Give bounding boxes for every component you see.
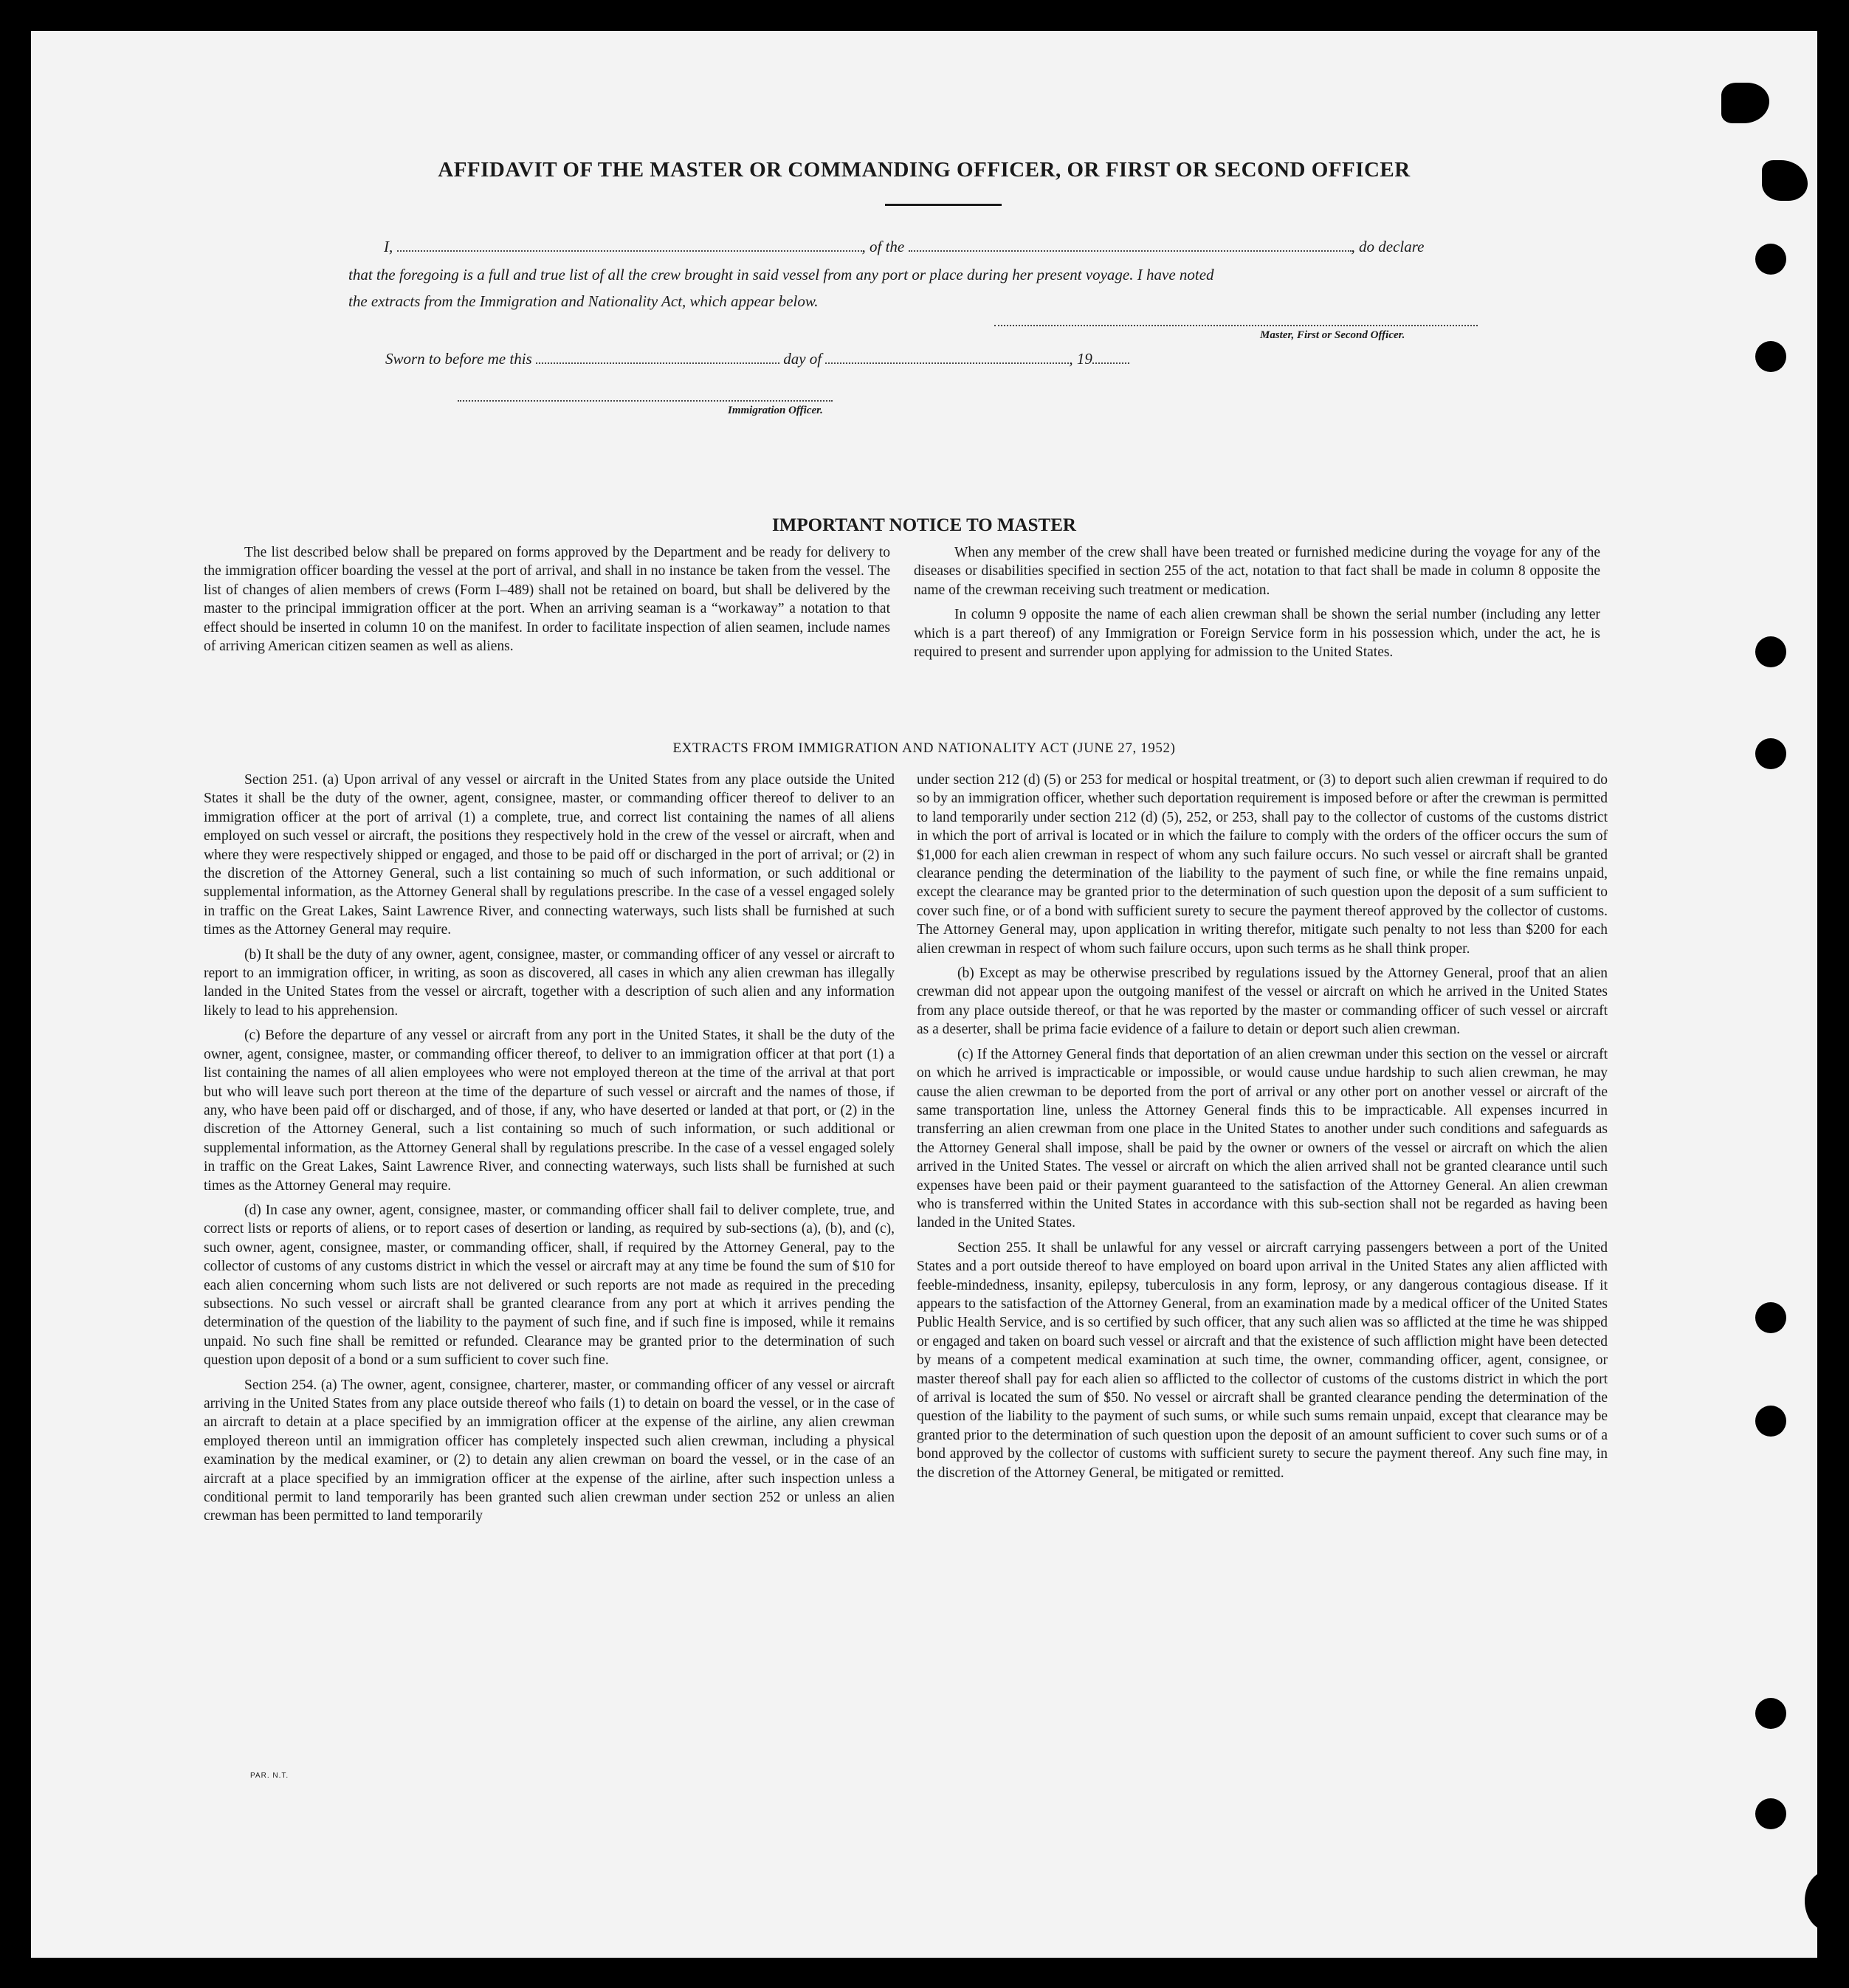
printer-code: PAR. N.T. [250,1772,289,1780]
extracts-right-column [917,771,1608,1488]
vessel-name-field[interactable] [909,250,1352,252]
sworn-day-field[interactable] [536,362,779,364]
notice-heading: IMPORTANT NOTICE TO MASTER [772,515,1076,535]
sworn-month-field[interactable] [825,362,1069,364]
punch-hole [1755,1698,1786,1729]
extract-paragraph: (d) In case any owner, agent, consignee, master, or commanding officer shall fail to deliver complete, true, and correct lists or reports of aliens, or to report cases of desertion or landing, as required by sub-sections (a), (b), and (c), such owner, agent, consignee, master, or commanding officer, shall, if required by the Attorney General, pay to the collector of customs of any customs district in which the vessel or aircraft may at any time be found the sum of $10 for each alien concerning whom such lists are not delivered or such reports are not made as required in the preceding subsections. No such vessel or aircraft shall be granted clearance from any port at which it arrives pending the determination of the question of the liability to the payment of such fine, and if such fine is imposed, while it remains unpaid. No such fine shall be remitted or refunded. Clearance may be granted prior to the determination of such question upon deposit of a bond or a sum sufficient to cover such fine. [204,1202,895,1369]
declarant-line [384,238,1424,256]
extract-paragraph: (b) Except as may be otherwise prescribed by regulations issued by the Attorney General, proof that an alien crewman did not appear upon the outgoing manifest of the vessel or aircraft on which he arrived in the United States from any place outside thereof, or that he was reported by the master or commanding officer of such vessel or aircraft as a deserter, shall be prima facie evidence of a failure to detain or deport such alien crewman. [917,966,1608,1038]
master-signature-line[interactable] [994,325,1478,326]
notice-paragraph: When any member of the crew shall have been treated or furnished medicine during the voyage for any of the diseases or disabilities specified in section 255 of the act, notation to that fact shall be made in column 8 opposite the name of the crewman receiving such treatment or medication. [914,545,1600,598]
declaration-line-2: that the foregoing is a full and true list of all the crew brought in said vessel from any port or place during her present voyage. I have noted [348,266,1214,283]
declaration-line-3: the extracts from the Immigration and Nationality Act, which appear below. [348,292,819,310]
form-page [31,31,1817,1958]
declarant-name-field[interactable] [397,250,862,252]
extract-paragraph: under section 212 (d) (5) or 253 for medical or hospital treatment, or (3) to deport such alien crewman if required to do so by an immigration officer, whether such deportation requirement is imposed before or after the crewman is permitted to land temporarily under section 212 (d) (5), 252, or 253, shall pay to the collector of customs of the customs district in which the port of arrival is located or in which the failure to comply with the orders of the officer occurs the sum of $1,000 for each alien crewman in respect of whom any such failure occurs. No such vessel or aircraft shall be granted clearance pending the determination of the liability to the payment of such fine, or while the fine remains unpaid, except the clearance may be granted prior to the determination of such question upon the deposit of a sum sufficient to cover such fine, or of a bond with sufficient surety to secure the payment thereof approved by the collector of customs. The Attorney General may, upon application in writing therefor, mitigate such penalty to not less than $200 for each alien crewman in respect of whom such failure occurs, upon such terms as he shall think proper. [917,772,1608,957]
extracts-heading: EXTRACTS FROM IMMIGRATION AND NATIONALITY ACT (JUNE 27, 1952) [672,740,1176,756]
torn-edge [1721,83,1769,123]
torn-edge [1805,1871,1849,1930]
punch-hole [1755,1406,1786,1437]
day-of-label: day of [783,350,822,368]
extract-paragraph: (c) Before the departure of any vessel or aircraft from any port in the United States, it shall be the duty of the owner, agent, consignee, master, or commanding officer thereof, to deliver to an immigration officer at that port (1) a list containing the names of all alien employees who were not employed thereon at the time of the arrival at that port but who will leave such port thereon at the time of the departure of such vessel or aircraft and the names of those, if any, who have been paid off or discharged, and of those, if any, who have deserted or landed at that port, or (2) in the discretion of the Attorney General, such a list containing so much of such information, or such additional or supplemental information, as the Attorney General shall by regulations prescribe. In the case of a vessel engaged solely in traffic on the Great Lakes, Saint Lawrence River, and connecting waterways, such lists shall be furnished at such times as the Attorney General may require. [204,1028,895,1194]
punch-hole [1755,244,1786,275]
sworn-line [385,350,1129,368]
year-label: , 19 [1069,350,1092,368]
extract-paragraph: Section 254. (a) The owner, agent, consignee, charterer, master, or commanding officer of any vessel or aircraft arriving in the United States from any place outside thereof who fails (1) to detain on board the vessel, or in the case of an aircraft to detain at a place specified by an immigration officer at the expense of the airline, any alien crewman employed thereon until an immigration officer has completely inspected such alien crewman, including a physical examination by the medical examiner, or (2) to detain any alien crewman on board the vessel, or in the case of an aircraft at a place specified by an immigration officer at the expense of the airline, after such inspection unless a conditional permit to land temporarily has been granted such alien crewman under section 252 or unless an alien crewman has been permitted to land temporarily [204,1377,895,1524]
sworn-label: Sworn to before me this [385,350,532,368]
immigration-officer-label: Immigration Officer. [728,405,823,416]
punch-hole [1755,1302,1786,1333]
extract-paragraph: Section 251. (a) Upon arrival of any vessel or aircraft in the United States from any place outside the United States it shall be the duty of the owner, agent, consignee, master, or commanding officer thereof to deliver to an immigration officer at the port of arrival (1) a complete, true, and correct list containing the names of all aliens employed on such vessel or aircraft, the positions they respectively hold in the crew of the vessel or aircraft, when and where they were respectively shipped or engaged, and those to be paid off or discharged in the port of arrival; or (2) in the discretion of the Attorney General, such a list containing so much of such information, or such additional or supplemental information, as the Attorney General shall by regulations prescribe. In the case of a vessel engaged solely in traffic on the Great Lakes, Saint Lawrence River, and connecting waterways, such lists shall be furnished at such times as the Attorney General may require. [204,772,895,938]
notice-paragraph: The list described below shall be prepared on forms approved by the Department and be ready for delivery to the immigration officer boarding the vessel at the port of arrival, and shall in no instance be taken from the vessel. The list of changes of alien members of crews (Form I–489) shall not be retained on board, but shall be delivered by the master to the principal immigration officer at the port. When an arriving seaman is a “workaway” a notation to that effect should be inserted in column 10 on the manifest. In order to facilitate inspection of alien seamen, include names of arriving American citizen seamen as well as aliens. [204,545,890,655]
of-the-label: , of the [861,238,905,255]
punch-hole [1755,636,1786,667]
immigration-officer-signature-line[interactable] [458,400,833,402]
extract-paragraph: Section 255. It shall be unlawful for any vessel or aircraft carrying passengers between a port of the United States and a port outside thereof to have employed on board upon arrival in the United States any alien afflicted with feeble-mindedness, insanity, epilepsy, tuberculosis in any form, leprosy, or any dangerous contagious disease. If it appears to the satisfaction of the Attorney General, from an examination made by a medical officer of the United States Public Health Service, and is so certified by such officer, that any such alien was so afflicted at the time he was shipped or engaged and taken on board such vessel or aircraft and that the existence of such affliction might have been detected by means of a competent medical examination at such time, the owner, commanding officer, agent, consignee, or master thereof shall pay for each alien so afflicted to the collector of customs of the customs district in which the port of arrival is located the sum of $50. No vessel or aircraft shall be granted clearance pending the determination of the question of the liability to the payment of such sums, or while such sums remain unpaid, except that clearance may be granted prior to the determination of such question upon the deposit of an amount sufficient to cover such sums or of a bond approved by the collector of customs with sufficient surety to secure the payment thereof. Any such fine may, in the discretion of the Attorney General, be mitigated or remitted. [917,1239,1608,1481]
notice-paragraph: In column 9 opposite the name of each alien crewman shall be shown the serial number (including any letter which is a part thereof) of any Immigration or Foreign Service form in his possession which, under the act, he is required to present and surrender upon applying for admission to the United States. [914,607,1600,661]
sworn-year-field[interactable] [1092,362,1129,364]
extract-paragraph: (b) It shall be the duty of any owner, agent, consignee, master, or commanding officer of any vessel or aircraft to report to an immigration officer, in writing, as soon as discovered, all cases in which any alien crewman has illegally landed in the United States from the vessel or aircraft, together with a description of such alien and any information likely to lead to his apprehension. [204,946,895,1019]
notice-right-column [914,543,1600,667]
master-signature-label: Master, First or Second Officer. [1260,329,1405,341]
punch-hole [1755,341,1786,372]
extract-paragraph: (c) If the Attorney General finds that deportation of an alien crewman under this section on the vessel or aircraft on which he arrived is impracticable or impossible, or would cause undue hardship to such alien crewman, he may cause the alien crewman to be deported from the port of arrival or any other port on another vessel or aircraft of the same transportation line, unless the Attorney General finds this to be impracticable. All expenses incurred in transferring an alien crewman from one place in the United States to another under such conditions and safeguards as the Attorney General shall impose, shall be paid by the owner or owners of the vessel or aircraft on which the alien arrived in the United States. The vessel or aircraft on which the alien arrived shall not be granted clearance until such expenses have been paid or their payment guaranteed to the satisfaction of the Attorney General. An alien crewman who is transferred within the United States in accordance with this sub-section shall not be regarded as having been landed in the United States. [917,1046,1608,1231]
i-label: I, [384,238,393,255]
affidavit-title: AFFIDAVIT OF THE MASTER OR COMMANDING OFFICER, OR FIRST OR SECOND OFFICER [438,158,1411,182]
notice-left-column [204,543,890,661]
extracts-left-column [204,771,895,1532]
declare-label: , do declare [1351,238,1425,255]
punch-hole [1755,1798,1786,1829]
title-divider [885,204,1002,206]
